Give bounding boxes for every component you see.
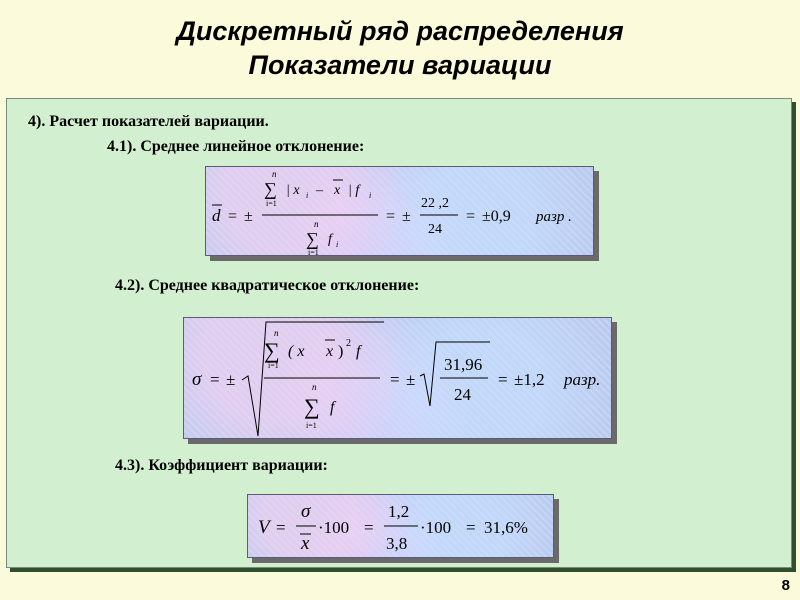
f1-unit: разр . <box>536 209 572 225</box>
f3-eq3: = <box>466 518 476 537</box>
f1-frac-num: 22 ,2 <box>421 196 449 211</box>
f2-pm2: ± <box>406 370 416 389</box>
page-number: 8 <box>781 577 790 594</box>
f2-num-xbar: x <box>326 343 334 360</box>
f3-eq1: = <box>276 518 286 537</box>
f2-num-pow: 2 <box>346 338 351 349</box>
f3-frac-den: 3,8 <box>386 534 408 553</box>
f1-eq2: = <box>386 208 396 225</box>
f2-eq2: = <box>390 370 400 389</box>
f1-pm: ± <box>244 208 253 225</box>
f1-num-minus: – <box>316 183 323 198</box>
subheading-mean-linear-deviation: 4.1). Среднее линейное отклонение: <box>107 138 365 155</box>
f1-frac-den: 24 <box>428 222 442 237</box>
f3-mult1: ·100 <box>318 518 350 537</box>
f2-unit: разр. <box>564 370 601 389</box>
f3-v: V <box>258 517 270 538</box>
f1-den-sup: n <box>314 219 319 229</box>
f2-num-f: f <box>356 343 361 360</box>
f2-eq1: = <box>210 370 220 389</box>
f2-sigma: σ <box>192 369 202 390</box>
f3-frac-num: 1,2 <box>388 502 410 521</box>
f1-num-i: i <box>306 191 309 200</box>
content-panel <box>6 98 792 568</box>
formula-2-graphic <box>184 318 611 438</box>
f1-result: ±0,9 <box>482 208 511 225</box>
f2-num-sub: i=1 <box>268 361 279 370</box>
f1-num-sup: n <box>272 169 277 179</box>
f1-num-end-i: i <box>369 191 372 200</box>
f2-frac-num: 31,96 <box>444 355 483 374</box>
f2-pm: ± <box>226 370 236 389</box>
slide-title-line2: Показатели вариации <box>248 50 552 80</box>
f2-num-sup: n <box>274 328 279 338</box>
f2-num-close: ) <box>338 343 344 360</box>
f1-num-sum: ∑ <box>264 179 277 199</box>
formula-mean-linear-deviation <box>205 166 594 256</box>
f3-x: x <box>301 533 310 554</box>
f2-den-f: f <box>330 399 335 416</box>
f2-num-sum: ∑ <box>264 338 280 363</box>
f1-num-sub: i=1 <box>266 199 277 208</box>
slide-title <box>0 14 800 82</box>
section-heading: 4). Расчет показателей вариации. <box>28 113 269 130</box>
f1-den-f: f <box>328 232 332 247</box>
f1-d: d <box>212 206 221 225</box>
f3-result: 31,6% <box>484 518 528 537</box>
subheading-standard-deviation: 4.2). Среднее квадратическое отклонение: <box>115 277 420 294</box>
slide-title-line1: Дискретный ряд распределения <box>176 16 624 46</box>
formula-3-graphic <box>248 495 553 557</box>
formula-coefficient-of-variation <box>247 494 554 558</box>
f1-den-sub: i=1 <box>308 248 319 255</box>
f3-eq2: = <box>364 518 374 537</box>
f1-num-end: | f <box>348 183 360 198</box>
f1-num-body: | x <box>286 183 300 198</box>
f2-den-sum: ∑ <box>304 394 320 419</box>
f1-eq1: = <box>228 208 238 225</box>
f1-pm2: ± <box>402 208 411 225</box>
formula-standard-deviation <box>183 317 612 439</box>
f1-num-xbar: x <box>334 183 341 198</box>
f1-eq3: = <box>466 208 476 225</box>
f2-den-sup: n <box>312 382 317 392</box>
f1-den-i: i <box>336 240 339 249</box>
f2-num-body: ( x <box>288 343 305 360</box>
f3-mult2: ·100 <box>420 518 452 537</box>
subheading-coefficient-of-variation: 4.3). Коэффициент вариации: <box>115 457 328 474</box>
f2-den-sub: i=1 <box>306 421 317 430</box>
f3-sigma: σ <box>301 501 311 522</box>
f2-frac-den: 24 <box>454 385 471 404</box>
formula-1-graphic <box>206 167 593 255</box>
f1-den-sum: ∑ <box>306 229 319 249</box>
f2-result: ±1,2 <box>514 370 545 389</box>
f2-eq3: = <box>498 370 508 389</box>
